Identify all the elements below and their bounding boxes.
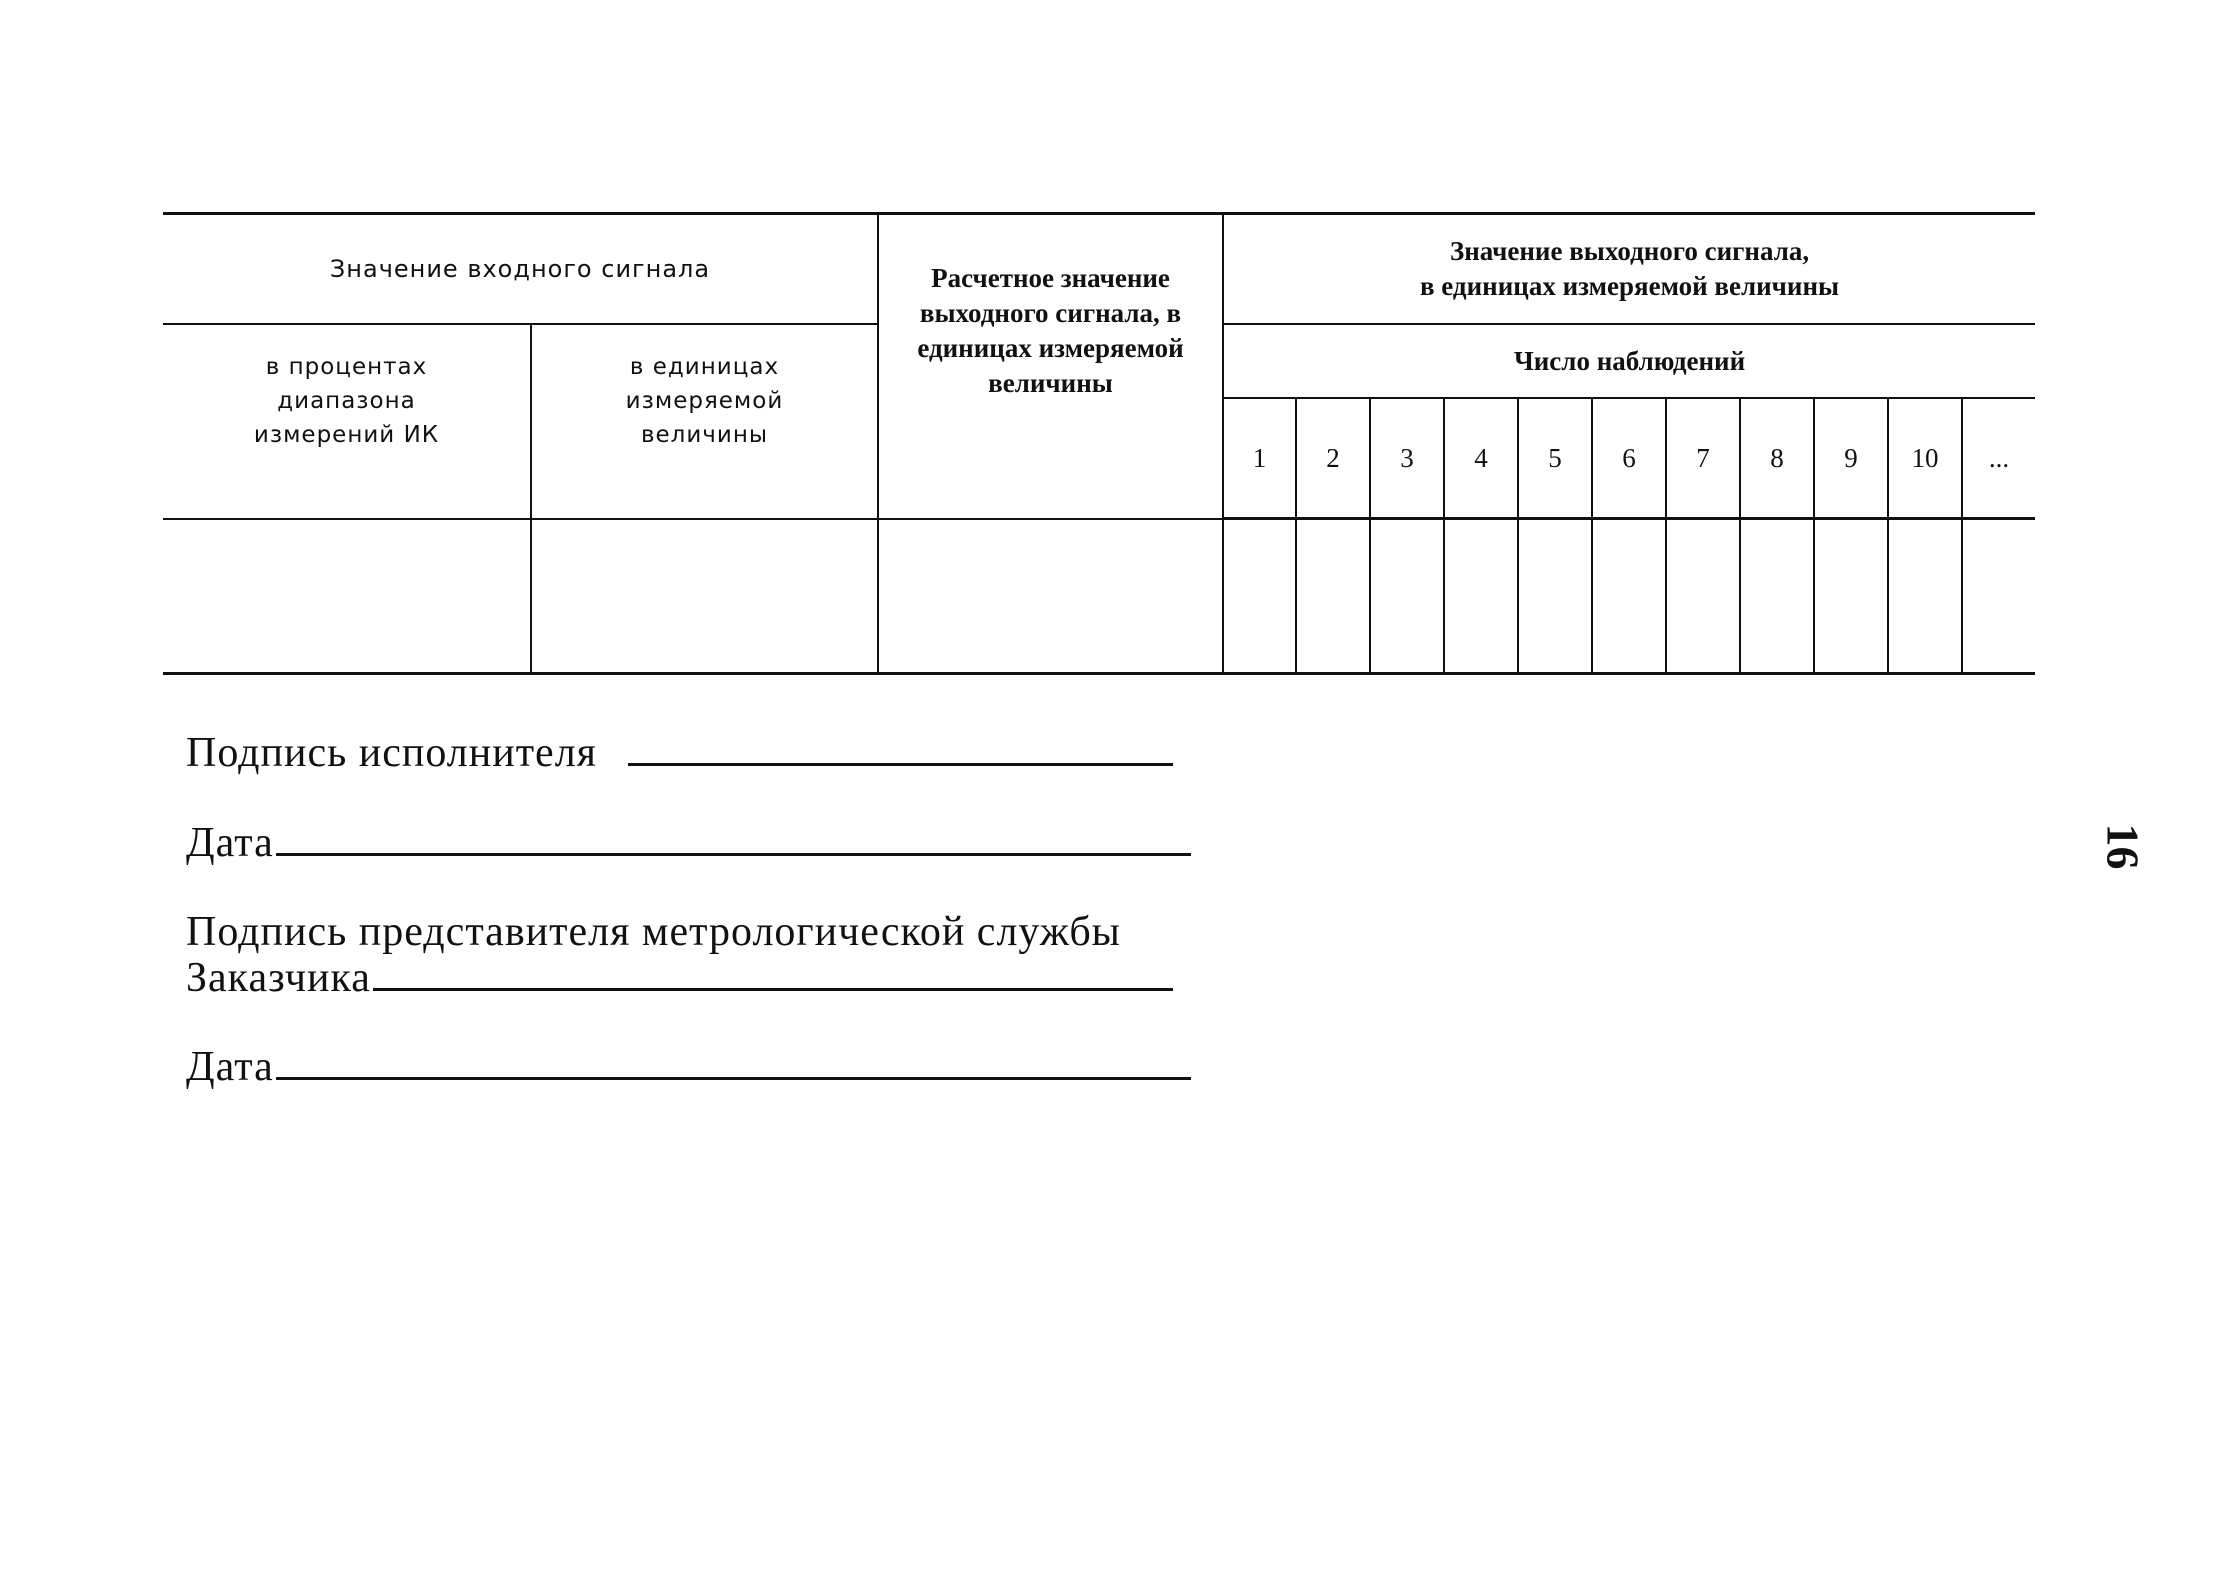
observation-value-cell[interactable] — [1370, 519, 1444, 674]
observation-value-cell[interactable] — [1666, 519, 1740, 674]
input-percent-value-cell[interactable] — [163, 519, 531, 674]
executor-signature-field[interactable] — [628, 762, 1173, 766]
calculated-output-value-cell[interactable] — [878, 519, 1223, 674]
input-signal-group-header: Значение входного сигнала — [163, 214, 878, 325]
observation-value-cell[interactable] — [1814, 519, 1888, 674]
input-percent-header — [163, 324, 531, 519]
observation-number-cell: 3 — [1370, 398, 1444, 519]
page-number: 16 — [2097, 823, 2149, 870]
date-row-1 — [186, 820, 1191, 866]
metrology-signature-row — [186, 909, 1173, 1001]
observation-number-cell: 2 — [1296, 398, 1370, 519]
metrology-signature-label-line2: Заказчика — [186, 955, 371, 1001]
output-signal-header — [1223, 214, 2035, 325]
observation-number-cell: 7 — [1666, 398, 1740, 519]
observation-number-cell: 6 — [1592, 398, 1666, 519]
date-field-1[interactable] — [276, 852, 1191, 856]
observation-number-cell: ... — [1962, 398, 2035, 519]
input-units-header-text: в единицах измеряемой величины — [625, 354, 784, 449]
output-signal-header-line2: в единицах измеряемой величины — [1419, 271, 1840, 301]
observation-value-cell[interactable] — [1740, 519, 1814, 674]
executor-signature-label: Подпись исполнителя — [186, 730, 597, 776]
date-label-1: Дата — [186, 820, 274, 866]
observation-number-cell: 8 — [1740, 398, 1814, 519]
metrology-signature-label-line1: Подпись представителя метрологической службы — [186, 909, 1121, 955]
input-percent-header-text: в процентах диапазона измерений ИК — [253, 354, 440, 449]
observation-number-cell: 9 — [1814, 398, 1888, 519]
observation-number-cell: 4 — [1444, 398, 1518, 519]
observation-value-cell[interactable] — [1962, 519, 2035, 674]
observations-header: Число наблюдений — [1223, 324, 2035, 398]
observation-value-cell[interactable] — [1444, 519, 1518, 674]
observation-number-cell: 5 — [1518, 398, 1592, 519]
executor-signature-row — [186, 730, 1173, 776]
observation-value-cell[interactable] — [1223, 519, 1296, 674]
metrology-signature-field[interactable] — [373, 987, 1173, 991]
observation-number-cell: 10 — [1888, 398, 1962, 519]
observation-value-cell[interactable] — [1518, 519, 1592, 674]
date-row-2 — [186, 1044, 1191, 1090]
input-units-value-cell[interactable] — [531, 519, 878, 674]
date-field-2[interactable] — [276, 1076, 1191, 1080]
input-units-header — [531, 324, 878, 519]
observation-number-cell: 1 — [1223, 398, 1296, 519]
calculated-output-header — [878, 214, 1223, 519]
calculated-output-header-text: Расчетное значение выходного сигнала, в единицах измеряемой величины — [917, 263, 1184, 399]
output-signal-header-line1: Значение выходного сигнала, — [1449, 236, 1810, 266]
measurement-table — [163, 212, 2035, 675]
observation-value-cell[interactable] — [1888, 519, 1962, 674]
date-label-2: Дата — [186, 1044, 274, 1090]
observation-value-cell[interactable] — [1592, 519, 1666, 674]
observation-value-cell[interactable] — [1296, 519, 1370, 674]
